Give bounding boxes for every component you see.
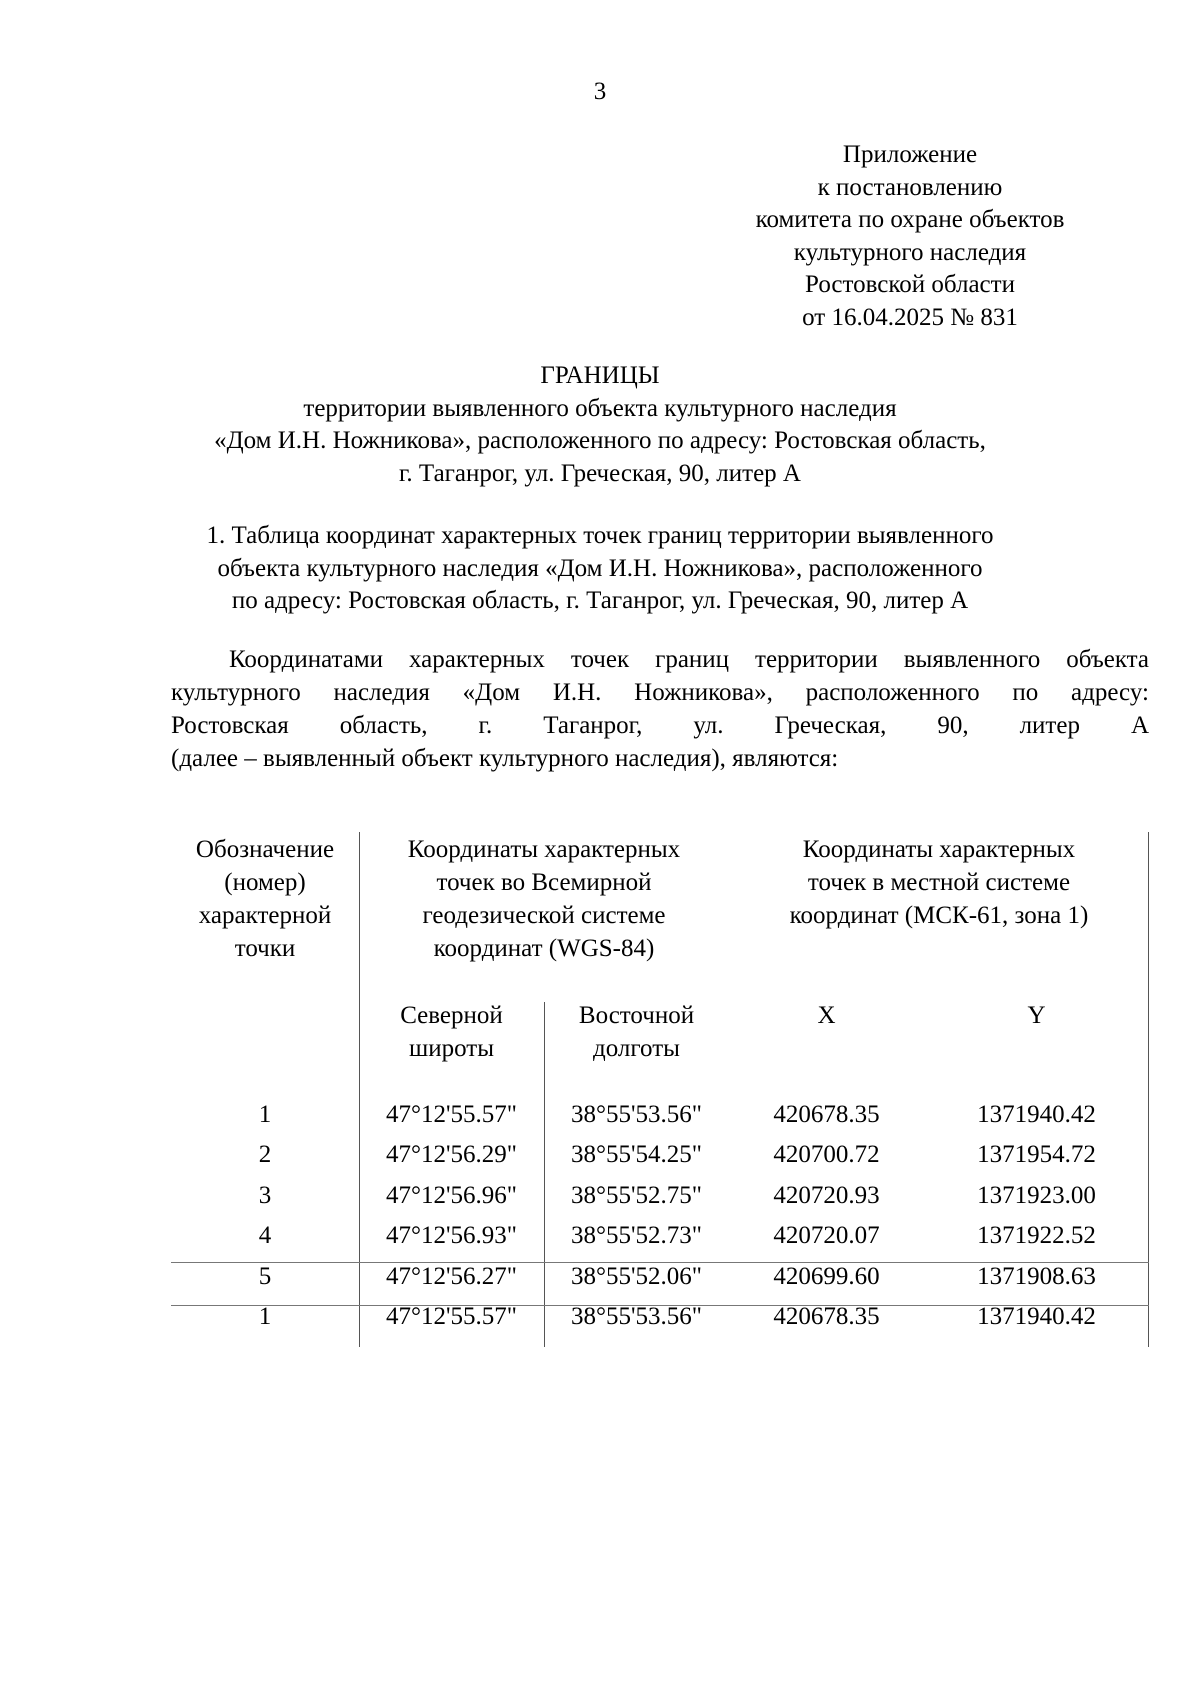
cell-x: 420720.07 <box>773 1222 880 1249</box>
section-line: по адресу: Ростовская область, г. Таганрог, ул. Греческая, 90, литер А <box>231 587 969 614</box>
title-line: «Дом И.Н. Ножникова», расположенного по адресу: Ростовская область, <box>214 427 986 454</box>
cell-north-latitude: 47°12'56.27" <box>386 1263 517 1290</box>
cell-y: 1371940.42 <box>977 1101 1096 1128</box>
cell-north-latitude: 47°12'55.57" <box>386 1303 517 1330</box>
paragraph-word: по <box>1012 679 1039 706</box>
header-text: координат (МСК-61, зона 1) <box>789 902 1089 929</box>
paragraph-word: литер <box>1019 712 1080 739</box>
header-text: Координаты характерных <box>407 836 681 863</box>
body-paragraph <box>171 644 1149 776</box>
header-text: точек во Всемирной <box>436 869 652 896</box>
appendix-line: Приложение <box>842 141 978 168</box>
paragraph-word: А <box>1130 712 1149 739</box>
header-text: координат (WGS-84) <box>433 935 655 962</box>
paragraph-word: Ростовская <box>171 712 289 739</box>
appendix-line: к постановлению <box>817 173 1003 201</box>
cell-x: 420700.72 <box>773 1141 880 1168</box>
appendix-line: от 16.04.2025 № 831 <box>802 303 1018 331</box>
header-text: Координаты характерных <box>802 836 1076 863</box>
paragraph-word: Ножникова», <box>634 679 773 706</box>
cell-y: 1371940.42 <box>977 1303 1096 1330</box>
cell-y: 1371922.52 <box>977 1222 1096 1249</box>
header-text: широты <box>408 1035 495 1062</box>
appendix-line: культурного наследия <box>793 238 1027 266</box>
table-row <box>171 1254 1149 1298</box>
section-line: объекта культурного наследия «Дом И.Н. Ножникова», расположенного <box>217 554 983 582</box>
cell-point-number: 5 <box>258 1263 272 1290</box>
header-text: Обозначение <box>195 836 335 863</box>
paragraph-word: адресу: <box>1071 679 1149 706</box>
cell-y: 1371923.00 <box>977 1182 1096 1209</box>
paragraph-text: Координатами характерных точек границ территории выявленного объекта <box>229 646 1149 673</box>
header-text: характерной <box>198 902 332 929</box>
paragraph-line <box>171 644 1149 677</box>
paragraph-word: 90, <box>937 712 969 739</box>
paragraph-word: расположенного <box>805 679 980 706</box>
cell-x: 420699.60 <box>773 1263 880 1290</box>
page-number: 3 <box>593 78 607 105</box>
cell-y: 1371908.63 <box>977 1263 1096 1290</box>
cell-north-latitude: 47°12'56.29" <box>386 1141 517 1168</box>
paragraph-word: Греческая, <box>774 712 887 739</box>
header-text: геодезической системе <box>422 902 666 929</box>
appendix-block <box>740 139 1080 334</box>
cell-east-longitude: 38°55'52.75" <box>571 1182 702 1209</box>
cell-north-latitude: 47°12'56.93" <box>386 1222 517 1249</box>
cell-x: 420678.35 <box>773 1303 880 1330</box>
cell-point-number: 2 <box>258 1141 272 1168</box>
table-row <box>171 1173 1149 1217</box>
table-row <box>171 1294 1149 1338</box>
title-line: г. Таганрог, ул. Греческая, 90, литер А <box>398 459 801 487</box>
cell-east-longitude: 38°55'53.56" <box>571 1101 702 1128</box>
cell-east-longitude: 38°55'53.56" <box>571 1303 702 1330</box>
paragraph-word: культурного <box>171 679 301 706</box>
cell-east-longitude: 38°55'54.25" <box>571 1141 702 1168</box>
table-row <box>171 1132 1149 1176</box>
coordinates-table <box>171 832 1149 1347</box>
section-line: 1. Таблица координат характерных точек границ территории выявленного <box>206 522 994 549</box>
header-text: (номер) <box>224 869 306 896</box>
paragraph-word: ул. <box>693 712 724 739</box>
cell-x: 420720.93 <box>773 1182 880 1209</box>
subheader-east-longitude <box>544 999 729 1065</box>
cell-point-number: 4 <box>258 1222 272 1249</box>
paragraph-word: наследия <box>333 679 430 706</box>
paragraph-line: (далее – выявленный объект культурного наследия), являются: <box>171 745 839 772</box>
cell-north-latitude: 47°12'56.96" <box>386 1182 517 1209</box>
cell-point-number: 3 <box>258 1182 272 1209</box>
section-heading <box>150 520 1050 618</box>
appendix-line: комитета по охране объектов <box>755 206 1065 233</box>
cell-east-longitude: 38°55'52.06" <box>571 1263 702 1290</box>
header-text: Восточной <box>578 1002 695 1029</box>
title-heading: ГРАНИЦЫ <box>540 362 660 389</box>
paragraph-word: г. <box>478 712 493 739</box>
cell-north-latitude: 47°12'55.57" <box>386 1101 517 1128</box>
table-row <box>171 1092 1149 1136</box>
appendix-line: Ростовской области <box>805 271 1015 298</box>
paragraph-line <box>171 710 1149 743</box>
header-wgs84 <box>359 833 729 965</box>
header-msk61 <box>729 833 1149 932</box>
cell-point-number: 1 <box>258 1101 272 1128</box>
table-row <box>171 1213 1149 1257</box>
cell-y: 1371954.72 <box>977 1141 1096 1168</box>
header-point-designation <box>171 833 359 965</box>
title-line: территории выявленного объекта культурного наследия <box>303 394 897 422</box>
header-text: долготы <box>593 1035 680 1062</box>
paragraph-word: И.Н. <box>552 679 602 706</box>
paragraph-word: «Дом <box>462 679 521 706</box>
paragraph-word: область, <box>339 712 428 739</box>
header-text: точек в местной системе <box>807 869 1071 896</box>
paragraph-word: Таганрог, <box>543 712 643 739</box>
cell-east-longitude: 38°55'52.73" <box>571 1222 702 1249</box>
document-title <box>150 360 1050 490</box>
cell-x: 420678.35 <box>773 1101 880 1128</box>
subheader-north-latitude <box>359 999 544 1065</box>
header-text: точки <box>234 935 296 962</box>
cell-point-number: 1 <box>258 1303 272 1330</box>
subheader-y: Y <box>1027 1002 1046 1029</box>
header-text: Северной <box>400 1002 503 1029</box>
subheader-x: X <box>817 1002 836 1029</box>
paragraph-line <box>171 677 1149 710</box>
